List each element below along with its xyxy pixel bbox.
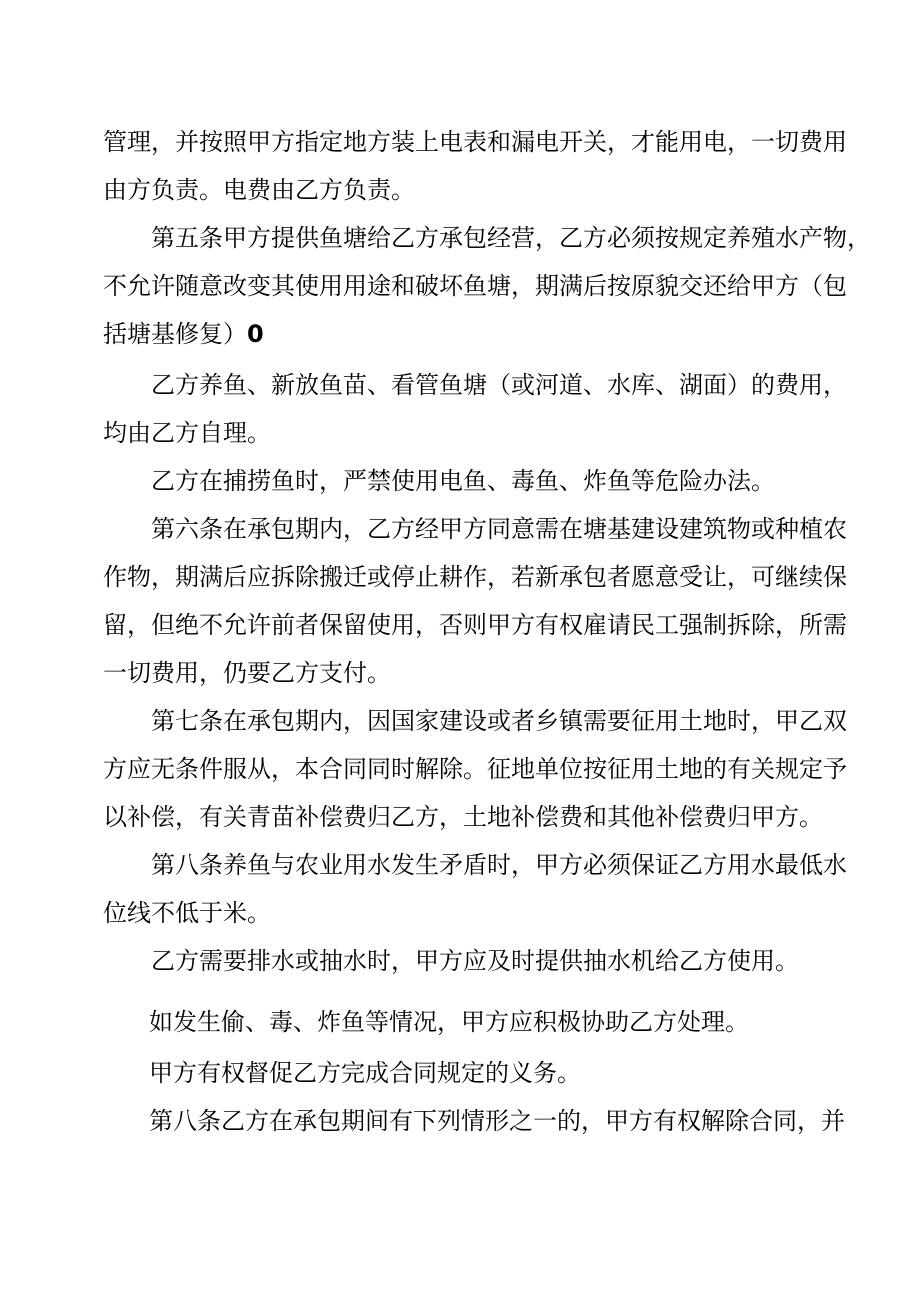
text-line-1: 管理，并按照甲方指定地方装上电表和漏电开关，才能用电，一切费用 <box>103 128 847 156</box>
text-line-7: 均由乙方自理。 <box>103 419 271 447</box>
text-line-2: 由方负责。电费由乙方负责。 <box>103 176 415 204</box>
text-line-14: 方应无条件服从，本合同同时解除。征地单位按征用土地的有关规定予 <box>103 755 847 783</box>
text-line-9: 第六条在承包期内，乙方经甲方同意需在塘基建设建筑物或种植农 <box>151 515 847 543</box>
text-line-20: 甲方有权督促乙方完成合同规定的义务。 <box>149 1059 581 1087</box>
text-line-21: 第八条乙方在承包期间有下列情形之一的，甲方有权解除合同，并 <box>149 1107 845 1135</box>
text-line-3: 第五条甲方提供鱼塘给乙方承包经营，乙方必须按规定养殖水产物， <box>151 224 871 252</box>
text-line-12: 一切费用，仍要乙方支付。 <box>103 659 391 687</box>
text-line-8: 乙方在捕捞鱼时，严禁使用电鱼、毒鱼、炸鱼等危险办法。 <box>151 467 775 495</box>
text-line-18: 乙方需要排水或抽水时，甲方应及时提供抽水机给乙方使用。 <box>151 947 799 975</box>
text-line-6: 乙方养鱼、新放鱼苗、看管鱼塘（或河道、水库、湖面）的费用， <box>151 371 847 399</box>
text-line-16: 第八条养鱼与农业用水发生矛盾时，甲方必须保证乙方用水最低水 <box>151 851 847 879</box>
text-line-13: 第七条在承包期内，因国家建设或者乡镇需要征用土地时，甲乙双 <box>151 707 847 735</box>
text-line-4: 不允许随意改变其使用用途和破坏鱼塘，期满后按原貌交还给甲方（包 <box>103 272 847 300</box>
text-line-15: 以补偿，有关青苗补偿费归乙方，土地补偿费和其他补偿费归甲方。 <box>103 803 823 831</box>
text-line-10: 作物，期满后应拆除搬迁或停止耕作，若新承包者愿意受让，可继续保 <box>103 563 847 591</box>
text-zero: 0 <box>247 320 264 348</box>
text-line-17: 位线不低于米。 <box>103 899 271 927</box>
text-line-11: 留，但绝不允许前者保留使用，否则甲方有权雇请民工强制拆除，所需 <box>103 611 847 639</box>
text-line-5: 括塘基修复） <box>103 320 247 348</box>
text-line-19: 如发生偷、毒、炸鱼等情况，甲方应积极协助乙方处理。 <box>149 1008 749 1036</box>
